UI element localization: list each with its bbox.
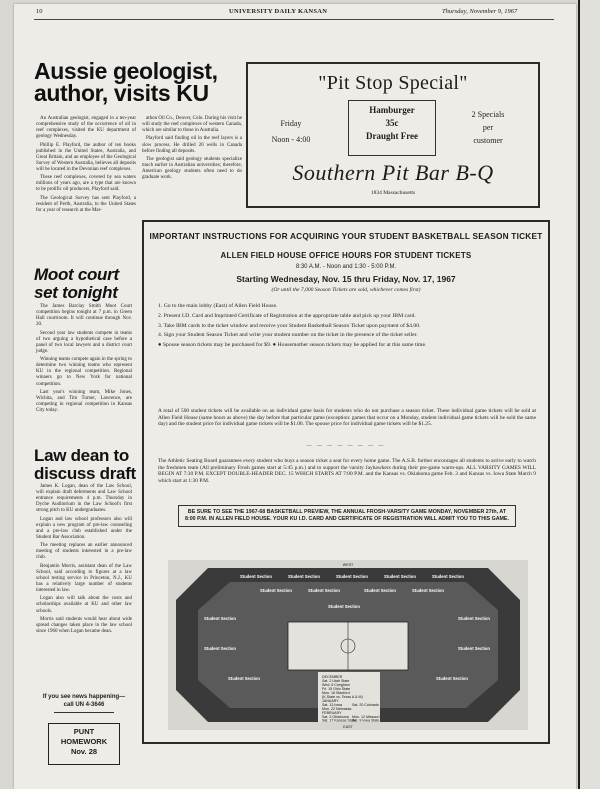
aussie-headline: Aussie geologist, author, visits KU [34,58,218,106]
punt-date: Nov. 28 [70,747,98,756]
individual-game-paragraph: A total of 500 student tickets will be available on an individual game basis for students who do not purchase a season ticket. These individual game tickets will be sold at Allen Field House (same hours as above) the day before that particular game (exception: games that occur on a Monday, student individual game tickets will be sold the same day) and the student price for individual game tickets will be $1.00. The spouse price for individual game tickets will be $1.25. [158,408,536,428]
seating-chart [168,560,528,730]
student-section-label: Student Section [436,676,468,681]
ticket-step: 2. Present I.D. Card and Imprinted Certificate of Registration at the appropriate table and pick up your IBM card. [158,312,416,319]
ticket-office-hours: 8:30 A.M. - Noon and 1:30 - 5:00 P.M. [295,264,397,270]
aussie-paragraph: Playford said finding oil in the reef layers is a slow process. He drilled 20 wells in Canada before finding all deposits. [142,136,242,154]
student-section-label: Student Section [336,574,368,579]
news-tip-phone: call UN 4-3646 [63,701,105,708]
schedule-game: Mon. 12 Missouri [352,715,380,719]
aussie-column-2 [142,116,242,184]
law-body [36,484,132,637]
student-section-label: Student Section [204,616,236,621]
pit-stop-limit-line: customer [473,136,503,145]
aussie-paragraph: Phillip E. Playford, the author of ten books published in the United States, Australia, and Great Britain, and an employee of the Geological Survey of Western Australia, believes all deposits will be located in the Devonian reef complexes. [36,142,136,172]
schedule-game: Fri. 15 Ohio State [322,687,351,691]
student-section-label: Student Section [458,616,490,621]
schedule-game: Sat. 3 Oklahoma [322,715,349,719]
ticket-step: 3. Take IBM cards to the ticket window and receive your Student Basketball Season Ticket upon payment of $4.00. [158,322,421,329]
student-section-label: Student Section [412,588,444,593]
aussie-paragraph: The geologist said geology students specialize much earlier in Australian universities; therefore, American geology students often need to do graduate work. [142,156,242,181]
student-section-label: Student Section [432,574,464,579]
law-paragraph: Logan and law school professors also will explain a new program of pre-law counseling and a pre-law club established under the Student Bar Association. [36,516,132,540]
preview-game-notice: BE SURE TO SEE THE 1967-68 BASKETBALL PREVIEW, THE ANNUAL FROSH-VARSITY GAME MONDAY, NOVEMBER 27th, AT 8:00 P.M. IN ALLEN FIELD HOUSE. YOUR KU I.D. CARD AND CERTIFICATE OF REGISTRATION WILL ADMIT YOU TO THIS GAME. [178,505,516,527]
aussie-column-1 [36,116,136,216]
student-section-label: Student Section [260,588,292,593]
pit-stop-day: Friday [280,119,302,128]
student-section-label: Student Section [228,676,260,681]
pit-stop-address: 1834 Massachusetts [370,190,416,196]
moot-paragraph: Second year law students compete in teams of two arguing a hypothetical case before a panel of two local lawyers and a district court judge. [36,330,132,354]
seating-chart-svg [168,560,528,730]
student-section-label: Student Section [240,574,272,579]
masthead [14,4,576,20]
schedule-game: Sat. 20 Colorado [352,703,379,707]
schedule-game: Sat. 17 Kansas State [322,718,356,723]
east-label: EAST [343,725,353,729]
pit-stop-limit-line: 2 Specials [471,110,505,119]
student-section-label: Student Section [364,588,396,593]
schedule-game: Sat. 13 Iowa [322,703,342,707]
moot-body [36,304,132,416]
schedule-game: Mon. 18 Stanford [322,691,350,695]
pit-stop-offer-box [348,100,436,156]
moot-paragraph: The James Barclay Smith Moot Court competition begins tonight at 7 p.m. in Green Hall courtroom. It will continue through Nov. 20. [36,304,132,328]
punt-line: PUNT [73,727,95,736]
student-section-label: Student Section [288,574,320,579]
paragraph-separator: — — — — — — — — [306,444,386,449]
ticket-step: 4. Sign your Student Season Ticket and write your student number on the ticket in the presence of the ticket seller. [158,332,418,339]
ticket-note: (Or until the 7,000 Season Tickets are sold, whichever comes first) [271,287,421,293]
law-paragraph: James K. Logan, dean of the Law School, will explain draft deferments and Law School entrance requirements 4 p.m. Thursday in Dyche Auditorium in the Law School's first strong pitch to KU undergraduates. [36,484,132,514]
law-paragraph: Benjamin Morris, assistant dean of the Law School, said according to figures at a law school testing service in Princeton, N.J., KU has a relatively large number of students interested in law. [36,563,132,594]
schedule-game: Mon. 22 Nebraska [322,707,352,711]
ticket-start-date: Starting Wednesday, Nov. 15 thru Friday, Nov. 17, 1967 [236,274,456,284]
ticket-step: 1. Go to the main lobby (East) of Allen Field House. [158,303,278,309]
tip-rule [54,712,114,713]
pit-stop-item: Hamburger [369,105,415,115]
newspaper-page [14,4,576,789]
schedule-game: (K-State vs. Texas A & M) [322,695,363,699]
basketball-ticket-ad [142,220,550,744]
student-section-label: Student Section [204,646,236,651]
law-headline: Law dean to discuss draft [34,446,136,483]
schedule-month: DECEMBER [322,675,343,679]
schedule-game: Sat. 2 Utah State [322,679,350,683]
schedule-game: Sat. 9 Iowa State [352,718,380,723]
ticket-office-hours-heading: ALLEN FIELD HOUSE OFFICE HOURS FOR STUDENT TICKETS [220,251,472,260]
moot-paragraph: Last year's winning team, Mike Jones, Wichita, and Tim Turner, Lawrence, are competing in regional competition in Kansas City today. [36,389,132,414]
aussie-paragraph: An Australian geologist, engaged in a ten-year comprehensive study of the occurrence of oil in reef complexes, visited the KU department of geology Wednesday. [36,116,136,140]
law-paragraph: Morris said students would hear about wide spread changes taken place in the law school since 1960 when Logan became dean. [36,616,132,634]
issue-date: Thursday, November 9, 1967 [442,8,518,15]
student-section-label: Student Section [328,604,360,609]
moot-headline: Moot court set tonight [34,265,119,302]
pit-stop-limit-line: per [482,123,494,132]
pit-stop-title: "Pit Stop Special" [318,72,468,94]
law-paragraph: Logan also will talk about the costs and scholarships available at KU and other law schools. [36,596,132,614]
pit-stop-limit [448,108,528,147]
pit-stop-time [256,116,326,148]
seating-board-paragraph: The Athletic Seating Board guarantees every student who buys a season ticket a seat for every home game. The A.S.B. further encourages all students to arrive early to watch the freshmen team (All preliminary Frosh games start at 5:45 p.m.) and to support the varsity Jayhawkers during their pre-game warm-ups. ALL VARSITY GAMES WILL BEGIN AT 7:30 P.M. EXCEPT DOUBLE-HEADER DEC. 15 WHICH STARTS AT 7:00 P.M. and the Kansas vs. Oklahoma game Feb. 3 and Kansas vs. Iowa State March 9 which start at 1:30 P.M. [158,458,536,485]
ticket-heading: IMPORTANT INSTRUCTIONS FOR ACQUIRING YOUR STUDENT BASKETBALL SEASON TICKET [149,231,543,241]
paper-name: UNIVERSITY DAILY KANSAN [229,8,328,15]
moot-paragraph: Winning teams compete again in the spring to determine two winning teams who represent KU in the regional competition. Regional winners go to New York for national competition. [36,357,132,387]
law-paragraph: The meeting replaces an earlier announced meeting of students interested in a pre-law club. [36,543,132,561]
aussie-paragraph: These reef complexes, covered by sea waters millions of years ago, are a type that are known to be prolific oil producers, Playford said. [36,175,136,193]
pit-stop-item: Draught Free [365,131,419,141]
ticket-step: ● Spouse season tickets may be purchased for $9. ● Housemother season tickets may be applied for at this same time. [158,342,427,349]
student-section-label: Student Section [458,646,490,651]
schedule-game: Wed. 6 Creighton [322,683,350,687]
pit-stop-ad [246,62,540,208]
masthead-rule [34,19,554,20]
news-tip-line: If you see news happening— [42,694,126,700]
ticket-steps [158,302,538,351]
student-section-label: Student Section [384,574,416,579]
page-gutter-line [578,0,580,789]
aussie-paragraph: athon Oil Co., Denver, Colo. During his visit he will study the reef complexes of western Canada, which are similar to those in Australia. [142,116,242,134]
west-label: WEST [342,563,354,567]
adjacent-page-edge [578,0,600,789]
news-tip [36,694,132,709]
pit-stop-hours: Noon - 4:00 [271,135,311,144]
schedule-month: FEBRUARY [322,711,342,715]
aussie-paragraph: The Geological Survey has sent Playford, a resident of Perth, Australia, to the United States for a year of research at the Mar- [36,195,136,213]
punt-line: HOMEWORK [60,737,108,746]
pit-stop-price: 35c [385,118,399,128]
schedule-month: JANUARY [322,699,339,703]
pit-stop-restaurant-name: Southern Pit Bar B-Q [292,160,494,185]
page-number: 10 [36,8,43,15]
punt-homework-box [48,723,120,765]
student-section-label: Student Section [308,588,340,593]
